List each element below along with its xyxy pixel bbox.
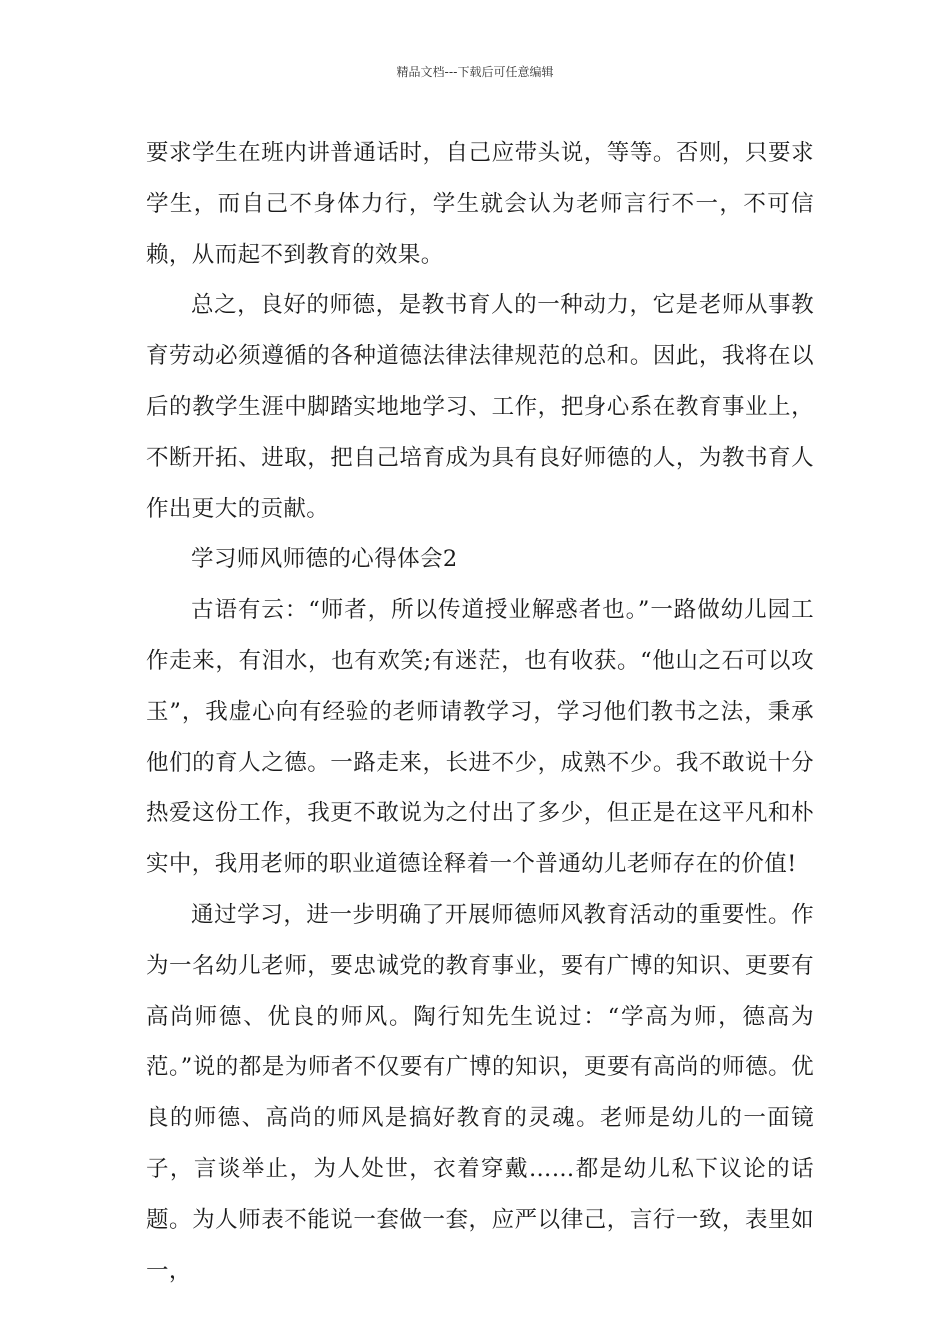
paragraph-2: 总之，良好的师德，是教书育人的一种动力，它是老师从事教育劳动必须遵循的各种道德法律法律规范的总和。因此，我将在以后的教学生涯中脚踏实地地学习、工作，把身心系在教育事业上，不断开拓、进取，把自己培育成为具有良好师德的人，为教书育人作出更大的贡献。 — [146, 292, 814, 522]
paragraph-4: 通过学习，进一步明确了开展师德师风教育活动的重要性。作为一名幼儿老师，要忠诚党的教育事业，要有广博的知识、更要有高尚师德、优良的师风。陶行知先生说过：“学高为师，德高为范。”说的都是为师者不仅要有广博的知识，更要有高尚的师德。优良的师德、高尚的师风是搞好教育的灵魂。老师是幼儿的一面镜子，言谈举止，为人处世，衣着穿戴……都是幼儿私下议论的话题。为人师表不能说一套做一套，应严以律己，言行一致，表里如一， — [146, 901, 814, 1284]
page-header: 精品文档---下载后可任意编辑 — [396, 65, 554, 79]
document-body — [146, 128, 814, 1296]
paragraph-1: 要求学生在班内讲普通话时，自己应带头说，等等。否则，只要求学生，而自己不身体力行，学生就会认为老师言行不一，不可信赖，从而起不到教育的效果。 — [146, 140, 814, 268]
section-heading: 学习师风师德的心得体会2 — [191, 546, 458, 573]
paragraph-3: 古语有云：“师者，所以传道授业解惑者也。”一路做幼儿园工作走来，有泪水，也有欢笑;有迷茫，也有收获。“他山之石可以攻玉”，我虚心向有经验的老师请教学习，学习他们教书之法，秉承他们的育人之德。一路走来，长进不少，成熟不少。我不敢说十分热爱这份工作，我更不敢说为之付出了多少，但正是在这平凡和朴实中，我用老师的职业道德诠释着一个普通幼儿老师存在的价值! — [146, 597, 814, 878]
